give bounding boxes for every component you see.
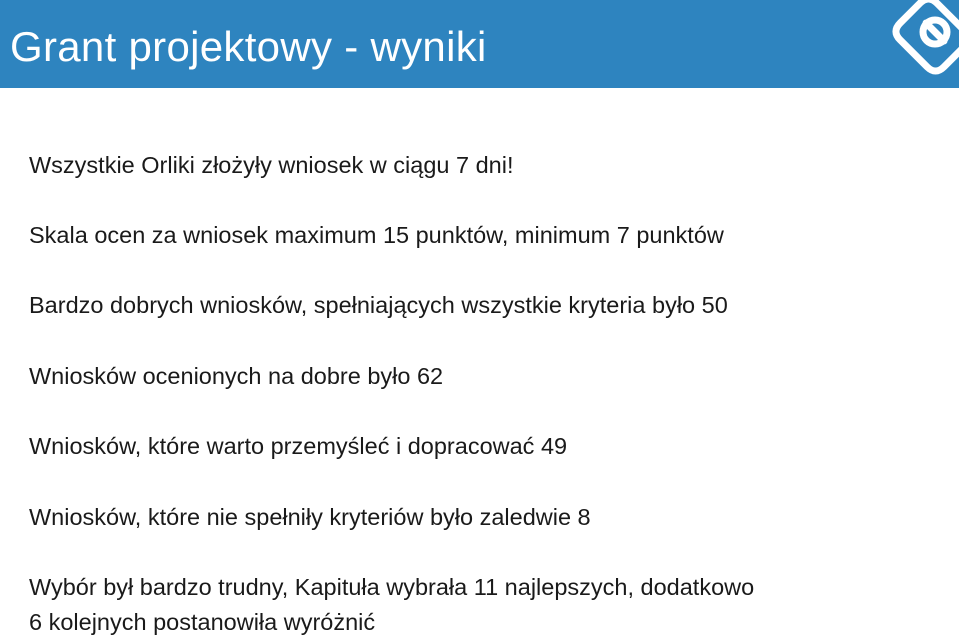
body-line-6: Wniosków, które nie spełniły kryteriów było zaledwie 8: [29, 504, 591, 530]
body-line-7: Wybór był bardzo trudny, Kapituła wybrała 11 najlepszych, dodatkowo: [29, 574, 755, 600]
body-line-8: 6 kolejnych postanowiła wyróżnić: [29, 609, 376, 635]
body-line-2: Skala ocen za wniosek maximum 15 punktów, minimum 7 punktów: [29, 222, 724, 248]
body-line-3: Bardzo dobrych wniosków, spełniających wszystkie kryteria było 50: [29, 292, 728, 318]
logo-graphic: [884, 0, 959, 80]
slide-title: Grant projektowy - wyniki: [10, 23, 487, 70]
body-line-1: Wszystkie Orliki złożyły wniosek w ciągu 7 dni!: [29, 152, 514, 178]
title-bar: [0, 0, 959, 88]
body-line-4: Wniosków ocenionych na dobre było 62: [29, 363, 444, 389]
body-line-5: Wniosków, które warto przemyśleć i dopracować 49: [29, 433, 568, 459]
rounded-square-search-icon: [884, 0, 959, 80]
